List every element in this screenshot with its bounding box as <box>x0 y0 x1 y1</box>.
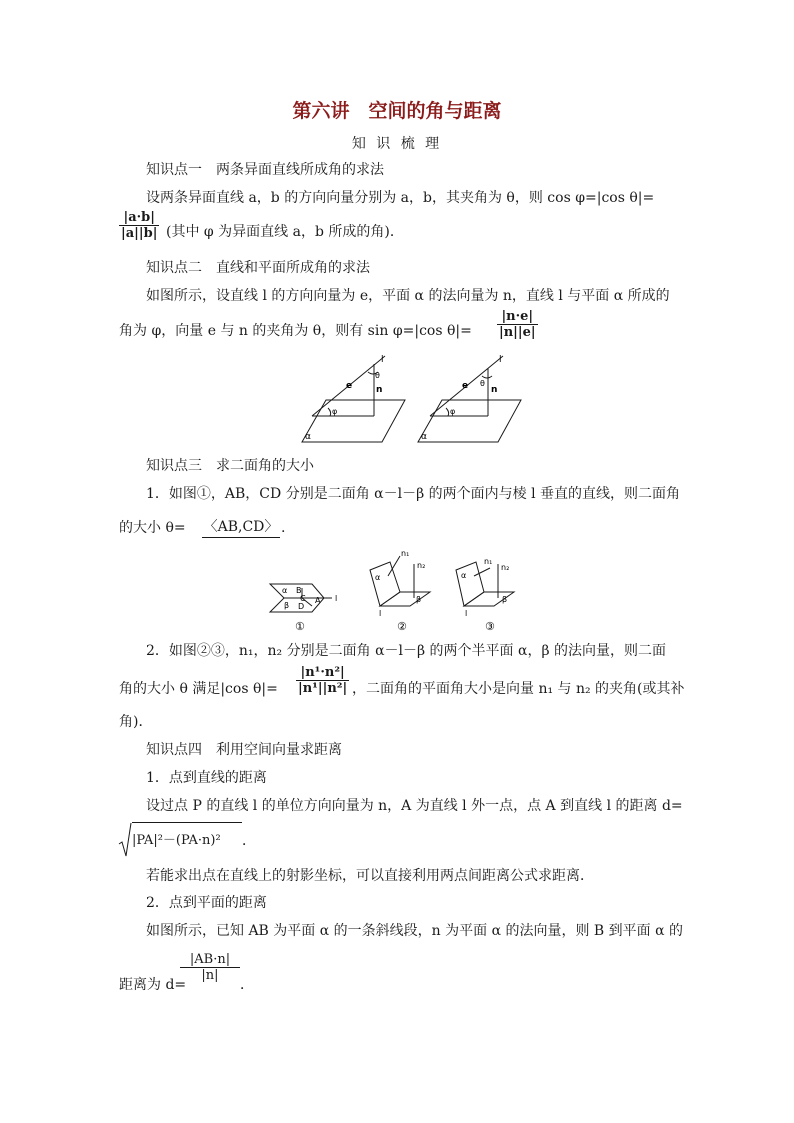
k3-p2-line3: 角)． <box>119 714 153 730</box>
fig2-label-l-left: l <box>381 355 384 365</box>
k3-p2-pre: 角的大小 θ 满足|cos θ|= <box>119 681 278 697</box>
page-title: 第六讲 空间的角与距离 <box>292 100 502 122</box>
line-plane-diagram-right <box>418 356 521 442</box>
k1-frac-num: |a·b| <box>119 210 159 226</box>
fig3-1-A: A <box>315 596 321 605</box>
k2-frac-num: |n·e| <box>497 309 538 325</box>
fig2-label-n-left: n <box>376 385 383 395</box>
k4-s2-frac-num: |AB·n| <box>180 952 240 968</box>
k2-line2: 角为 φ，向量 e 与 n 的夹角为 θ，则有 sin φ=|cos θ|= <box>119 323 472 339</box>
fig2-label-theta-right: θ <box>480 379 485 388</box>
k2-heading: 知识点二 直线和平面所成角的求法 <box>146 260 370 276</box>
k3-heading: 知识点三 求二面角的大小 <box>146 458 314 474</box>
fig2-label-alpha-right: α <box>421 432 427 442</box>
k2-frac-den: |n||e| <box>499 325 536 340</box>
k3-p2-fraction <box>296 665 349 696</box>
fig3-1-beta: β <box>284 601 290 610</box>
k1-frac-den: |a||b| <box>121 226 158 241</box>
k4-s2-period: ． <box>240 977 254 993</box>
fig2-label-e-left: e <box>346 381 353 391</box>
k3-p2-post: ，二面角的平面角大小是向量 n₁ 与 n₂ 的夹角(或其补 <box>352 681 685 697</box>
k4-s2-fraction <box>180 952 240 983</box>
k3-p1-answer: 〈AB,CD〉 <box>202 517 280 538</box>
k4-s1-period: ． <box>242 833 256 849</box>
fig2-label-alpha-left: α <box>305 432 311 442</box>
k3-p2-frac-num: |n¹·n²| <box>296 665 349 681</box>
fig3-1-alpha: α <box>282 586 288 595</box>
sqrt-sign <box>118 822 132 858</box>
fig3-3-alpha: α <box>461 571 467 580</box>
fig3-2-n2: n₂ <box>417 561 426 570</box>
k1-fraction <box>119 210 159 241</box>
fig2-label-l-right: l <box>499 355 502 365</box>
fig3-1-l: l <box>335 594 338 603</box>
k3-p2-line1: 2．如图②③，n₁，n₂ 分别是二面角 α－l－β 的两个半平面 α，β 的法向量，则二面 <box>146 643 666 659</box>
dihedral-figures <box>262 546 522 636</box>
k2-fraction <box>497 309 538 340</box>
fig3-1-C: C <box>300 594 306 603</box>
k4-heading: 知识点四 利用空间向量求距离 <box>146 742 342 758</box>
fig3-caption-3: ③ <box>485 620 495 633</box>
fig3-2-alpha: α <box>375 573 381 582</box>
fig3-1-B: B <box>296 586 302 595</box>
fig3-1-D: D <box>298 602 305 611</box>
fig2-label-n-right: n <box>491 385 498 395</box>
k3-p1-line1: 1．如图①，AB，CD 分别是二面角 α－l－β 的两个面内与棱 l 垂直的直线，则二面角 <box>146 486 680 502</box>
fig2-label-theta-left: θ <box>375 371 380 380</box>
k4-s2-title: 2．点到平面的距离 <box>146 895 267 911</box>
line-plane-figure <box>290 350 550 450</box>
fig3-3-n2: n₂ <box>501 563 510 572</box>
fig2-label-phi-left: φ <box>332 407 338 416</box>
k4-s2-frac-den: |n| <box>201 968 219 983</box>
k4-s1-line1: 设过点 P 的直线 l 的单位方向向量为 n，A 为直线 l 外一点，点 A 到直线 l 的距离 d= <box>146 798 683 814</box>
k4-s1-formula: |PA|²－(PA·n)² <box>132 822 242 851</box>
fig3-3-n1: n₁ <box>484 557 493 566</box>
k1-heading: 知识点一 两条异面直线所成角的求法 <box>146 162 384 178</box>
fig3-2-beta: β <box>416 595 422 604</box>
k4-s1-note: 若能求出点在直线上的射影坐标，可以直接利用两点间距离公式求距离． <box>146 868 594 884</box>
k4-s2-line1: 如图所示，已知 AB 为平面 α 的一条斜线段，n 为平面 α 的法向量，则 B 到平面 α 的 <box>146 923 684 939</box>
k3-p2-frac-den: |n¹||n²| <box>298 681 348 696</box>
fig2-label-e-right: e <box>462 381 469 391</box>
line-plane-diagram-left <box>302 356 405 442</box>
fig3-caption-1: ① <box>295 620 305 633</box>
k2-line1: 如图所示，设直线 l 的方向向量为 e，平面 α 的法向量为 n，直线 l 与平面 α 所成的 <box>146 288 670 304</box>
section-subtitle: 知 识 梳 理 <box>351 136 443 152</box>
fig3-3-beta: β <box>502 595 508 604</box>
k3-p1-period: . <box>281 520 286 536</box>
fig3-2-n1: n₁ <box>401 549 410 558</box>
k4-s2-pre: 距离为 d= <box>119 977 187 993</box>
fig3-caption-2: ② <box>397 620 407 633</box>
k1-line1: 设两条异面直线 a，b 的方向向量分别为 a，b，其夹角为 θ，则 cos φ=|cos θ|= <box>146 190 655 206</box>
k1-line2: (其中 φ 为异面直线 a，b 所成的角)． <box>166 224 404 240</box>
k4-s1-title: 1．点到直线的距离 <box>146 770 267 786</box>
fig2-label-phi-right: φ <box>450 407 456 416</box>
k3-p1-line2: 的大小 θ= <box>119 520 186 536</box>
fig3-2-l: l <box>379 609 382 618</box>
fig3-3-l: l <box>465 609 468 618</box>
